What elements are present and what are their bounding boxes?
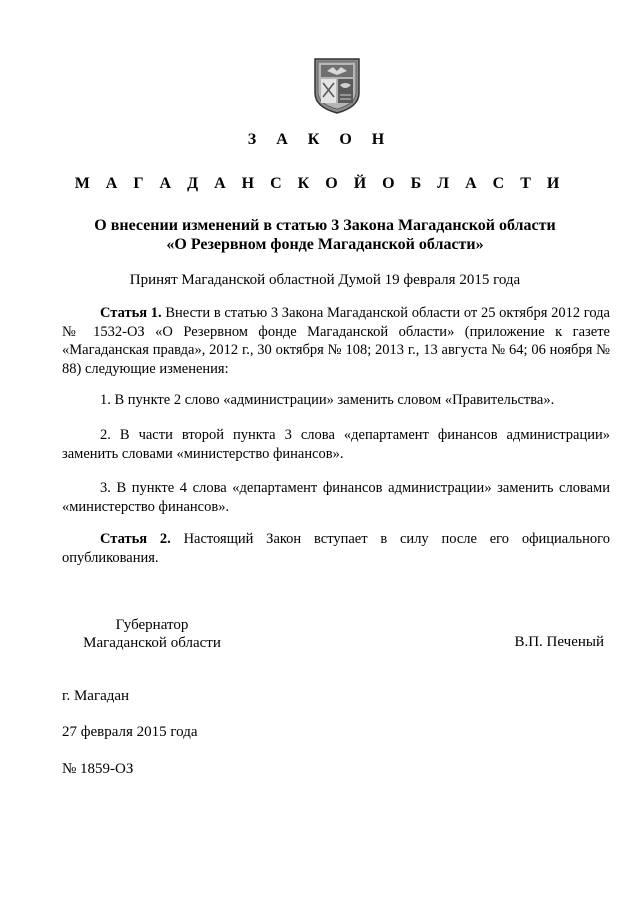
- article-1-item-2: [62, 426, 610, 463]
- law-title: [40, 216, 610, 254]
- signatory-position-line: Магаданской области: [83, 635, 221, 651]
- coat-of-arms-icon: [313, 57, 361, 115]
- article-1-paragraph: [62, 304, 610, 378]
- article-1-item-1: [62, 391, 610, 410]
- item-3-text: 3. В пункте 4 слова «департамент финансов администрации» заменить словами «министерство финансов».: [62, 480, 610, 515]
- law-title-line: О внесении изменений в статью 3 Закона Магаданской области: [94, 217, 556, 234]
- article-2-label: Статья 2.: [100, 531, 171, 547]
- signatory-position-line: Губернатор: [115, 617, 189, 633]
- law-title-line: «О Резервном фонде Магаданской области»: [166, 236, 484, 253]
- signatory-name: В.П. Печеный: [514, 634, 604, 650]
- item-2-text: 2. В части второй пункта 3 слова «департамент финансов администрации» заменить словами «министерство финансов».: [62, 427, 610, 462]
- article-1-item-3: [62, 479, 610, 516]
- article-1-text: Внести в статью 3 Закона Магаданской области от 25 октября 2012 года № 1532-ОЗ «О Резервном фонде Магаданской области» (приложение к газете «Магаданская правда», 2012 г., 30 октября № 108; 2013 г., 13 августа № 64; 06 ноября № 88) следующие изменения:: [62, 305, 610, 377]
- article-2-paragraph: [62, 530, 610, 567]
- place-of-signing: г. Магадан: [62, 688, 130, 704]
- signing-date: 27 февраля 2015 года: [62, 724, 198, 740]
- law-number: № 1859-ОЗ: [62, 761, 134, 777]
- region-heading: М А Г А Д А Н С К О Й О Б Л А С Т И: [74, 175, 566, 192]
- signatory-position: [62, 616, 242, 652]
- document-type-heading: З А К О Н: [247, 131, 393, 148]
- article-2-text: Настоящий Закон вступает в силу после его официального опубликования.: [62, 531, 610, 566]
- adoption-note: Принят Магаданской областной Думой 19 февраля 2015 года: [129, 272, 521, 288]
- item-1-text: 1. В пункте 2 слово «администрации» заменить словом «Правительства».: [100, 392, 555, 408]
- article-1-label: Статья 1.: [100, 305, 162, 321]
